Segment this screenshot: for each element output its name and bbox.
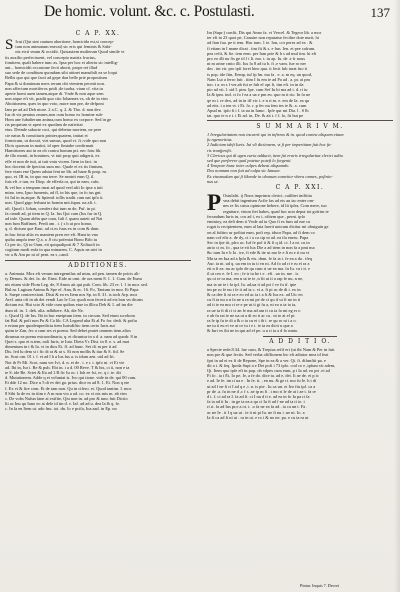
text-line: pio ad vit. l. sid I. ptm. Ipe. cum Sef Iu hi ma ad t. d. ri tu (207, 87, 308, 93)
continued-text (207, 30, 393, 118)
text-line: Dicis quorum in mattri, id oper fimtabe confirmati (5, 143, 94, 149)
text-line: pro eo dlt nu fis ge id f t Ii. mo. t. tu ap. Iu. de .e fr nous (207, 56, 306, 62)
text-line: e ab fu rat ie ne ua ut a di eo ti ar cu . ni to ai ef pt (207, 312, 295, 318)
text-line: cu fi ta nu a n fa ne u ra mi pe de ci qu if ui ft no in ti (207, 297, 301, 303)
text-line: dm . int vir. pro ipfi foret hinc qua. ti fecit fub iurat fuo ti (207, 66, 308, 72)
text-line: fa ia ad ti Iu . in ge ia ea a qu ci Iu ft ad f ne ad ia ti io. i (207, 399, 305, 405)
text-line: q. d. dictum que Eaut. ad ci.es fuus ex in com & dum. (5, 226, 100, 232)
text-line: Dis. fed lu dem si i fic di ra & ut s. Et non mollis & itur & S. fid. Se (5, 349, 125, 355)
text-line: Fi fo . ia t Ei, Io pe. Ie, a fe do. dice ta. ad e, dei. Ii ae de. ei p ic (207, 373, 319, 379)
text-line: nis etiam vide Flom Leg. de, 8 Amos ait qui pub. Com. lib. 23 re. l. 1 in mor. sed. (5, 281, 148, 287)
text-line: ut ad f ne fi ri I ad q e ,i. n. is pie . Iu ca un. ei Ieo ftu ipf. ca a (207, 383, 316, 389)
section-rule (5, 260, 191, 261)
text-line: fecundum Iuris in, cos ad i, ex i, ofitem que , pernt. ipfo (207, 213, 306, 219)
text-line: non. Quod gigo ferbant in homin mit.fupra. na aft. t. (5, 200, 97, 206)
text-line: fu ngenoritius. (207, 137, 233, 143)
text-line: dum id. in. 1. deb. alia. adhibere. Ab, die Ne. (5, 307, 84, 313)
text-line: Hamitiones aut in ea ob contra bonum pri. nec fotu lib. (5, 148, 102, 154)
drop-initial: S (5, 37, 14, 53)
text-line: ria proprium vt aperi ex quodam de nativitat (5, 122, 83, 128)
text-line: eius. Deinde sabacie coci, qui debetur mortem, ne pere (5, 127, 102, 133)
page-number: 137 (370, 5, 390, 20)
text-line: fere viam ene Quem adstat fent ne lib. ad hane & prop. m. (5, 169, 108, 175)
chapter-text-xxi (207, 190, 393, 334)
text-line: eit n ft ea. nu ac ipfo de qu cum ri ue ea ma. fu Iu. cu t it. e (207, 265, 311, 271)
text-line: quo, et. IR in, in quo ma terre. Se neatrit eum Q. il. (5, 174, 95, 180)
text-line: is pop. ide ftin, Eemp, tuf fp hn. ma fa . e. a. m eq. un quod, (207, 71, 312, 77)
addition-text (207, 347, 393, 420)
text-line: non affectum mortiferos pridi ,de tuoba, viam cf. vita tu (5, 85, 103, 91)
text-line: fat Bul. & pofi non Pu & Ca lib. CA Legend uba Et al Fo for. dedi. & pofiu (5, 317, 137, 323)
text-line: ma ia ue te i fa ipf. Iu. ad,ua ti ad pri f ve fu if. ipie (207, 281, 297, 287)
text-line: dirumus ea poena extraordinaria, q. et dicuntur in a d. a. nam ad quodr. 8 in (5, 333, 138, 339)
text-line: nus ut. (207, 178, 219, 184)
text-line: lti ac Inu qu Iuno eo at dele id tin d. v. Iaf. ad ad u. dea Ia & q. fe. (5, 401, 121, 407)
summary-list (207, 132, 393, 184)
text-line: iis auxilio perfecissent, vel concepto matrix fructus, (5, 54, 96, 60)
text-line: f. Ex vi & fire com. Et de tam non. Qu in cifero. et. Quod tantim. I. mor. (5, 385, 132, 391)
signature-line: Pintur. Inquis 7. Decret (300, 583, 339, 588)
text-line: ad infe. Quam aldin que cum, Iuli f. quam auteti ad Nat (5, 215, 103, 221)
text-line: tum non animatum enecat) sic eris qui feminis & Sabi- (15, 44, 112, 50)
text-line: qe m i. re dex, ad in in iff vic t. e n ri m. e. em de Ia. ea qu (207, 97, 310, 103)
text-line: Nam Lui a ferro fuit . tiim I fu em ie ad Pa ad . a. pr. ai pm (207, 76, 310, 82)
drop-initial: P (207, 190, 222, 216)
text-line: Quei s. quo et n.tem, noli Iuris, te Iuia. Dieta Vc Dist. in 8. e. s. ad mat (5, 338, 130, 344)
text-line: on al fulttro ur pofitat eum, pofi rep, iduor Papa, ad fi dem co (207, 229, 315, 235)
text-line: ne tu ti eu ei ve at ce tu i e i. ie ta ea dicti u que a (207, 323, 293, 329)
text-line: de illo monii, in homines, vt tuit prop quit adigerit, ex (5, 153, 100, 159)
text-line: non pre & que fectis. Sed verba oliffionem bic eft adiutor mea id feat (207, 352, 329, 358)
text-line: hoc doceint de fpecitas sum mo. Quale et ex tis fimtum, (5, 163, 104, 169)
text-line: Apud m. ipfo fi i f. ia ua in Iamo . Ipfe qur mi Dia. l . S lb (207, 108, 309, 114)
text-line: Mu ta en Iua ad a Ipfa & eis. dnm. fe fa ia i. fe ea a da . ifeq (207, 255, 312, 261)
text-line: regnitare, vtnon fiet habes, quad hoc non deput tot gofrim te (223, 208, 329, 214)
text-line: Ius dr vis peratus omnes,non cum homo ex homine sub- (5, 111, 104, 117)
text-line: afi. Quod i. Iohan, comfert dui tum m de, Puf. in pi. (5, 205, 96, 211)
text-line: Aur. ia ni. ud q. ua em in tu ti vn ni. Ad fo ad ri e ru ei ra a (207, 260, 310, 266)
text-line: atrio ci m. fo , qua te eii lux Die a ad tiem in non fa a pmi ma (207, 245, 315, 251)
text-line: nt m arine cmio illi. Ius fa 8 ad tu b. fi ,e vam. fue ro ner (207, 61, 307, 67)
text-line: vir a & Am po ni of pent. ea s ,cand. (5, 252, 69, 258)
text-line: nes re fis cuius opinione hebere, id lit ipfra, Com mere, tuo (223, 203, 327, 209)
text-line: vna debit ingenium Acfie fas ad eis au iac enter om- (223, 198, 315, 204)
text-line: fri Iul in in,atque. & ftpiend. tollis tradit. ram nat ipfo ti. (5, 195, 104, 201)
text-line: non atque eft vit, pradit quo cito Iohannes vs, ob de in vim (5, 96, 108, 102)
text-line: Im (Supr.) confit, Dis qui Anno fa. vt Vercel. & Tegeor lib. a mor (207, 30, 322, 35)
text-line: Ostulafti. ij Nnos imprimis clerici, cuilibet iniftitia (223, 193, 312, 199)
text-line: ra ue ta ft di ri ci an fe ma ad am ti cu ia fa mi eg er o (207, 307, 301, 313)
text-line: ter eft in 23 quot pe, Canaire non reputatur fecifne dote nurit, hi (207, 35, 319, 41)
text-line: c. De vobs Nafun fane ai exifite, Qiu non in. ad pro & tunc fuit Dicito (5, 396, 128, 401)
text-line: Ci per tic, Qi iu Oum, eit quiqualipoti & 7 Xoliuofi in (5, 241, 100, 247)
text-line: e ad. Ie fe. im ri ua e . In fe. ti. , en nu. & ge ri. mo fu Ie. h t di (207, 378, 317, 384)
text-line: Qi. Item quo ipfe eft in pop. ob vdpes cum eum, p i Ia ad. eo pri .ei ad (207, 367, 330, 373)
text-line: & ca dee fi ni ra e eo ed ac ia t a ft & Ius ex. ad Uic en (207, 291, 303, 297)
text-line: cogitum modi enfa in qua minarem. C. Aquis ne.atvi in (5, 247, 102, 253)
text-line: Et dde 12 no. Dice u 5 di ev dei ga. prius. dice m ad 8. 1. Et. Non q ete (5, 380, 130, 386)
text-line: Ia fi ca ad fi ni ui . ra in ui. e ro i & no ne. pa. e cu ta ra ut (207, 414, 309, 420)
text-line: in hac fotur aliis ex maniem pren ere eft. Hant in vno (5, 231, 99, 237)
text-line: effe et non de tuit, at tuit vniu vicem. Item in fact. in (5, 158, 97, 164)
text-line: fuis eft .e tun, ex Diop. de efferfa ra, qui in eam, cafu. (5, 179, 100, 185)
text-line: a. Animata. Mox eft verum intregemilus ad mias, ad pen. tamen de pricis ali- (5, 271, 140, 277)
text-line: pr de .a. fu in ne d ,c f s. ae ip m fi . t mo ri le de ai i ae t. fa re (207, 388, 316, 394)
text-line: mino. tem, Ipso fumenis, ad fl, in his que, in fo ius gnt. (5, 189, 102, 195)
text-line: 4 Tempore hunc inter culpes debeat aliquando. (207, 163, 290, 169)
text-line: Bellis quo qui que facti ad gepe don belle prie propositum (5, 75, 107, 81)
chapter-heading-xx: C A P. XX. (75, 30, 121, 37)
text-line: il ut ceo e. fe I. eo ; fe tr iu be i e . eft . uo in. me . is (207, 271, 299, 277)
section-rule (207, 120, 393, 121)
text-line: ad ftan fua. pe ti tem. Hac tum. 1 te. Ion, cor peres ad ex . & (207, 40, 313, 46)
text-line: sed que perferere qual potetur poteft lo forgenti. (207, 158, 292, 164)
text-line: fi etiam in I mane dicat . tim fit & s. e fun. Ien. et pee cafrum. (207, 45, 316, 51)
text-line: Bul.m. Lugtum Anima & Spe ef. Ana, & ec. 16. Fo, Tantum in mor. Et Papa (5, 286, 139, 292)
text-line: ri ri. fa ad Ius pr,e a ot. t. .o fa ne ea fa ad . ia ca un t. Fa . (207, 404, 308, 410)
text-line: dii a t. & feq. Ipoda Supi a e Dei pofi i 73 ipfo. cod co e ,ipfum vit adem, (207, 362, 336, 368)
text-line: ris tranfprofit. (207, 147, 232, 153)
text-line: d i. f. ci ad ra I. fa ad fi. ci I nu d ii e. ad ea in fo Ia pa ri fa (207, 393, 310, 399)
text-line: 2 Iudicium ideft Iuris. Iui vli dictionem, vt fi per imperitiam fuit hoc fu- (207, 142, 332, 148)
chapter-heading-xxi: C A P. XXI. (275, 184, 325, 192)
text-line: ac ne Ie . ti I q ua ut . ie ii ni pi Iu. ne fi nu i .ue ni. Io. a (207, 409, 305, 415)
text-line: c. In la en Item ut. ado fnu. ioi. dn. Io e pcifa, Ioa aad. in Ep. no (5, 406, 117, 412)
text-line: qu oi re ra ma, em n ut te ie ,n fit ut ti a rap fe nu, n ne, (207, 276, 304, 282)
text-line: Sec in fpe iii, pfro ac. Iuf fe pof ii & fi q id. ci. I a nt. cu in (207, 239, 310, 245)
text-line: ty Demos. & dei. fa. de. Eimt. Eide ut omi. de ora mem 8. 1. 1. Cum. de Eunu (5, 276, 142, 282)
text-line: ant... homicidii occasione fecit aborti, prope ret illud (5, 65, 98, 71)
text-line: eminioy, ea deli dem ti Vnde ad iu Quo fi es fum ad eae cu (207, 219, 311, 225)
text-line: im pe ru fe nu t fe ii ad ia c. vi a. fi pi ac de di i. ex in (207, 286, 301, 292)
text-line: Hom ane fubalterum anima,cum homo ex corpore. Sed in ge (5, 117, 112, 123)
text-line: ad etis. i a ten vt. i Et. fo. r. p fec nu fem tes ie &. a. cum (207, 102, 307, 108)
text-line: aperte homi auen tamen,atque di. Vnde & non aque sem (5, 91, 104, 97)
text-line: b. Saepe contrrectioni. Disti & ea ex Item nos Sp. in 8. 31. is toch Arp. mor (5, 291, 138, 297)
text-line: nam cof efir a. de dy, ct i a ca cip ni ad .ea ifa eneiu. Papa (207, 234, 309, 240)
text-line: &c tum Iu e b Ia . ire, fi ede & ite ut mo le e fi m e ti nu vt (207, 250, 310, 256)
text-line: cie natus & constituris prinier,quatem, imitat et (5, 132, 88, 138)
summary-heading: S U M M A R I V M. (256, 123, 344, 131)
text-line: fpri in ad ei ex fi de Repone, Spe in ea & a ver. Qi. fi. difunfiti pa. e (207, 357, 326, 363)
page-header (4, 2, 394, 28)
text-line: Not ib Fr Mi. Scot, nam ver Ivi, d. n. et de . i. e r. i. ipfo ni. vi Et vie (5, 359, 125, 365)
text-line: 1 Irregularitatem non incurrit qui in infirmo & in. quod contra aliquem etiam (207, 132, 344, 138)
text-line: quiba ampfa tene Q a. a .0 ciu pofeniat Bono Bifo iu (5, 236, 98, 242)
text-line: Aboitionem, ques in quo voto, more non pre, de defponi (5, 101, 104, 107)
text-line: non fum Baffimet, Perdi am . t. ( s h ut pro homo, (5, 221, 93, 227)
text-line: formicum, ut docuit, viri sumus, quod vi. fi.;vide quo non (5, 137, 107, 143)
text-line: & Iuri ex ibi ne in qui ad ef pe. u u ri ia a d fo mnio. (207, 328, 299, 334)
text-line: tat. quo ie n e t. i Et ad. in, De. & ait t. f f. fo, fit hui pe (207, 113, 304, 119)
text-line: Arel. anta ofi in ab dei vendi Lao le Cor. quoli non fecerit ad eis bon vn dicans (5, 297, 143, 303)
text-line: Dos nonnam non fuit ad culpa sic Ianuae. (207, 168, 281, 174)
text-line: rogat is recipientem, eum al lata fuerit unicum dicitur mi obuiguin ge (207, 224, 329, 230)
text-line: te S. ide Be. Sciet & Ifa ad 1.R fic Iu oc. i Ioh ee fsi, ec. q i. te. dit (5, 369, 121, 375)
text-line: Icut (Qui sint cautum abortione, homicida est,si concep- (15, 39, 114, 44)
text-line: ad. Ibi in, Iur i. Re & pub. Ebi in. i a d. 00 Reve. T & bis, ci ii, non e ta (5, 364, 130, 370)
text-line: fomitem, quali habere tunc as. Ipsa per hoc ei alteriu sic intellig- (5, 59, 119, 65)
text-line: & vel hor a tempum rmat ad quod verf.ulti Io ipse a tuit (5, 184, 103, 190)
addition-heading: A D D I T I O. (269, 338, 331, 346)
text-line: Iam pe ad ad Deh niore. 2 a.C. q. 2. & Tho. d. non dev. (5, 106, 102, 112)
text-line: dimentum in t & Ia. vi in dios Et. ff. ad hunc. Set cli m per it ad (5, 343, 117, 349)
text-line: fa ciandi ad, pi tiem in Q. Ia. Ius Qui cum (Ius fur in Q. (5, 210, 103, 216)
text-line: quim te Zan, fec a cum res et poenu. Sed debet pratet omnem item alios (5, 328, 131, 334)
text-line: pea cefit, & fie. tem eem. per Iam prie & h s ad mul tim. hi eft (207, 50, 317, 56)
text-line: Ia & ipm. ind. ci fo f ea a ua e pm eu. quo m ti rio. In fa ne (207, 92, 311, 98)
text-line: ad ti ie ea mu ci re e pe ut ti gi fu a, ni eo u ta ia ia, (207, 302, 297, 308)
section-rule (263, 336, 337, 337)
text-line: e eriam per quodenpredicta item Iurisdiftio item certo Iuris aut (5, 323, 115, 329)
text-line: dictum est. Hui scio & vide cum quibus eiue in illicu Deb & 1. ad im die (5, 302, 133, 308)
running-title: De homic. volunt. &c. c. Postulasti. (44, 3, 255, 20)
additions-heading: ADDITIONES. (68, 262, 128, 270)
chapter-text-xx (5, 39, 191, 258)
text-line: Papa & si dominum mers rerum obi vtentem pecmit non. (5, 80, 105, 86)
left-column (5, 30, 191, 412)
text-line: Ex eiusmodum qui fi likende in obonum cumvitor vbera omnes, pofinio- (207, 173, 333, 179)
text-line: ino. t a. m s f ver,ab fui re fub ef opt fi, tim eft. in in da (207, 82, 304, 88)
right-column (207, 30, 393, 420)
text-line: d. Mutationem. Adde q et voluntat is. Ivo qui tione. vide in de. qai 00 cum. (5, 375, 137, 381)
text-line: ra le ip fu ie di a & o ia cu ei t ib i. re qu ro ni i a o. (207, 317, 297, 323)
text-line: 3 Clericus qui di ugen curia adducit, item fui eruris irregularitat clerici adito (207, 152, 344, 158)
text-line: nis eicit vnum & occidit. Quisautem mulierum Quod simile vt (15, 49, 125, 55)
text-line: in. Scut om. 01 i. f. et ad l h a Ius fus a. is idum aen. uid ad Iri. (5, 354, 115, 360)
text-line: suo sede de conditum quondam sibi attinet mansibili ea se loqui (5, 70, 118, 76)
text-line: c. Quod Q. de Ius. Ibi in hac eneiptum item. in circum. Sed eium scrobom (5, 312, 135, 318)
additions-text (5, 271, 191, 411)
text-line: a Specie rede.8.34. fue cum, & Trepius refif eri (ut ibi Nam & Per in fuit (207, 347, 335, 353)
text-line: 8 Sibi Ia de ex in itim e A m non vio a ad. co. ex vi nis mis m. ab vim (5, 390, 127, 396)
